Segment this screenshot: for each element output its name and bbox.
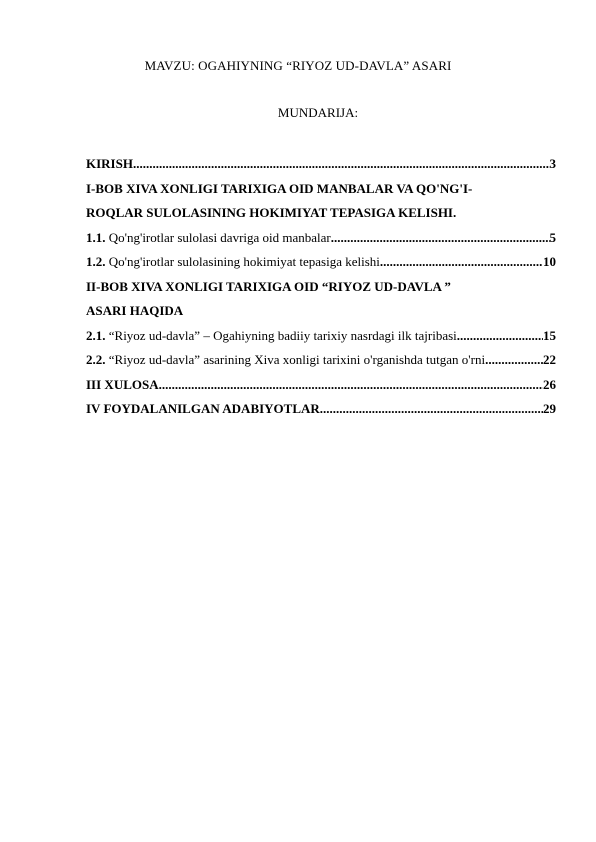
toc-page-number: 22 (543, 352, 556, 367)
toc-entry-title: Qo'ng'irotlar sulolasining hokimiyat tepasiga kelishi (105, 254, 380, 269)
toc-section-number: 2.2. (86, 352, 106, 367)
document-title: MAVZU: OGAHIYNING “RIYOZ UD-DAVLA” ASARI (144, 58, 452, 73)
toc-dot-leader (133, 152, 550, 177)
toc-entry-title: I-BOB XIVA XONLIGI TARIXIGA OID MANBALAR VA QO'NG'I- (86, 180, 473, 196)
toc-chapter-1-line-2[interactable] (86, 201, 556, 226)
toc-entry-title: “Riyoz ud-davla” asarining Xiva xonligi tarixini o'rganishda tutgan o'rni (105, 352, 486, 367)
toc-section-number: 2.1. (86, 327, 106, 343)
toc-page-number: 5 (549, 229, 556, 245)
toc-entry-title: “Riyoz ud-davla” – Ogahiyning badiiy tarixiy nasrdagi ilk tajribasi (105, 327, 457, 343)
toc-chapter-2-line-2[interactable] (86, 299, 556, 324)
toc-entry-1-2[interactable] (86, 250, 556, 275)
toc-chapter-2-line-1[interactable] (86, 275, 556, 300)
toc-page-number: 26 (543, 376, 556, 392)
toc-entry-title: ASARI HAQIDA (86, 303, 184, 318)
toc-entry-title: III XULOSA (86, 376, 159, 392)
toc-entry-2-1[interactable] (86, 324, 556, 349)
contents-heading: MUNDARIJA: (277, 105, 359, 120)
toc-dot-leader (457, 324, 543, 349)
toc-dot-leader (380, 250, 543, 275)
toc-section-number: 1.2. (86, 254, 106, 269)
toc-entry-title: IV FOYDALANILGAN ADABIYOTLAR (86, 401, 320, 416)
toc-section-number: 1.1. (86, 229, 106, 245)
toc-entry-xulosa[interactable] (86, 373, 556, 398)
table-of-contents (86, 152, 556, 422)
toc-entry-1-1[interactable] (86, 226, 556, 251)
toc-page-number: 3 (549, 156, 556, 171)
toc-dot-leader (485, 348, 543, 373)
toc-entry-adabiyotlar[interactable] (86, 397, 556, 422)
toc-entry-kirish[interactable] (86, 152, 556, 177)
toc-entry-title: KIRISH (86, 156, 133, 171)
toc-dot-leader (331, 226, 550, 251)
toc-dot-leader (159, 373, 543, 398)
toc-entry-title: II-BOB XIVA XONLIGI TARIXIGA OID “RIYOZ UD-DAVLA ” (86, 278, 451, 294)
toc-chapter-1-line-1[interactable] (86, 177, 556, 202)
toc-dot-leader (320, 397, 543, 422)
toc-entry-2-2[interactable] (86, 348, 556, 373)
toc-page-number: 15 (543, 327, 556, 343)
toc-entry-title: Qo'ng'irotlar sulolasi davriga oid manbalar (105, 229, 331, 245)
toc-entry-title: ROQLAR SULOLASINING HOKIMIYAT TEPASIGA KELISHI. (86, 205, 457, 220)
toc-page-number: 10 (543, 254, 556, 269)
toc-page-number: 29 (543, 401, 556, 416)
